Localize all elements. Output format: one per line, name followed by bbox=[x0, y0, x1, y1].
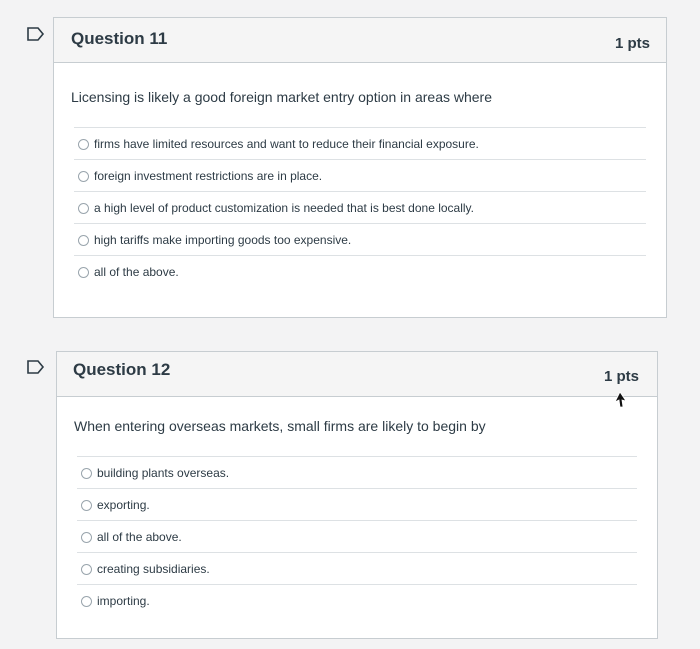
answer-label[interactable]: all of the above. bbox=[94, 265, 179, 279]
question-title: Question 11 bbox=[71, 29, 168, 48]
radio-button[interactable] bbox=[81, 532, 92, 543]
question-points: 1 pts bbox=[614, 35, 650, 52]
radio-button[interactable] bbox=[78, 203, 89, 214]
answer-option[interactable] bbox=[74, 127, 646, 159]
radio-button[interactable] bbox=[81, 596, 92, 607]
answer-list bbox=[74, 127, 646, 287]
answer-label[interactable]: creating subsidiaries. bbox=[97, 562, 210, 576]
radio-button[interactable] bbox=[78, 235, 89, 246]
answer-label[interactable]: exporting. bbox=[97, 498, 150, 512]
answer-option[interactable] bbox=[77, 488, 637, 520]
answer-option[interactable] bbox=[77, 584, 637, 616]
answer-label[interactable]: foreign investment restrictions are in place. bbox=[94, 169, 323, 183]
question-card bbox=[53, 17, 667, 318]
question-header bbox=[57, 352, 657, 397]
question-points: 1 pts bbox=[603, 368, 639, 385]
answer-label[interactable]: building plants overseas. bbox=[97, 466, 230, 480]
answer-label[interactable]: a high level of product customization is needed that is best done locally. bbox=[94, 201, 475, 215]
answer-option[interactable] bbox=[74, 191, 646, 223]
answer-option[interactable] bbox=[77, 456, 637, 488]
answer-option[interactable] bbox=[74, 223, 646, 255]
answer-option[interactable] bbox=[77, 520, 637, 552]
radio-button[interactable] bbox=[78, 139, 89, 150]
question-text: When entering overseas markets, small firms are likely to begin by bbox=[74, 418, 486, 434]
radio-button[interactable] bbox=[81, 468, 92, 479]
question-text: Licensing is likely a good foreign market entry option in areas where bbox=[71, 89, 493, 105]
flag-question-icon[interactable] bbox=[27, 27, 45, 41]
answer-label[interactable]: importing. bbox=[97, 594, 150, 608]
radio-button[interactable] bbox=[78, 267, 89, 278]
answer-label[interactable]: all of the above. bbox=[97, 530, 182, 544]
answer-option[interactable] bbox=[74, 159, 646, 191]
mouse-pointer-icon bbox=[614, 391, 628, 409]
question-header bbox=[54, 18, 666, 63]
question-card bbox=[56, 351, 658, 639]
question-title: Question 12 bbox=[73, 360, 171, 379]
radio-button[interactable] bbox=[81, 564, 92, 575]
answer-option[interactable] bbox=[77, 552, 637, 584]
radio-button[interactable] bbox=[78, 171, 89, 182]
answer-option[interactable] bbox=[74, 255, 646, 287]
flag-question-icon[interactable] bbox=[27, 360, 45, 374]
answer-list bbox=[77, 456, 637, 616]
radio-button[interactable] bbox=[81, 500, 92, 511]
answer-label[interactable]: firms have limited resources and want to reduce their financial exposure. bbox=[94, 137, 479, 151]
answer-label[interactable]: high tariffs make importing goods too expensive. bbox=[94, 233, 352, 247]
